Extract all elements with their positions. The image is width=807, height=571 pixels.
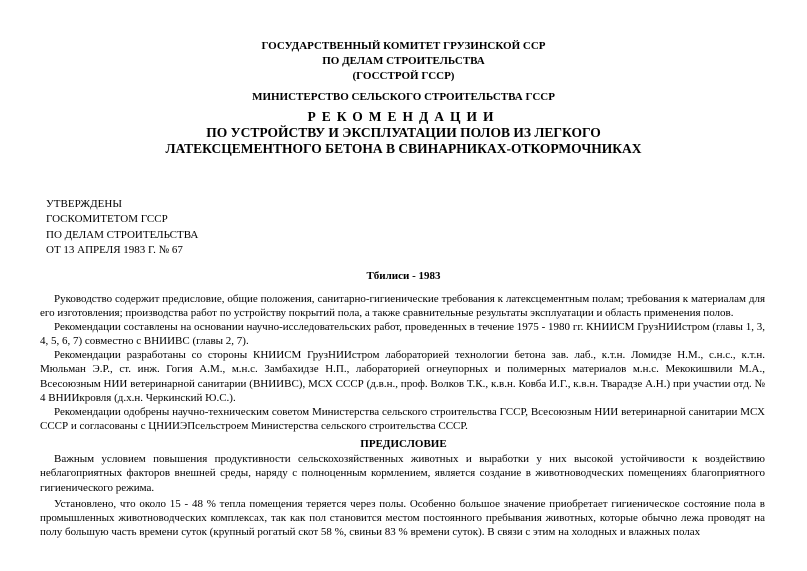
intro-paragraph: Рекомендации одобрены научно-техническим советом Министерства сельского строительства ГССР, Всесоюзным НИИ ветеринарной санитарии МСХ СССР и согласованы с ЦНИИЭПсельстроем Министерства сельского строительства СССР. [40,405,765,432]
ministry-header [0,90,807,105]
preface-heading: ПРЕДИСЛОВИЕ [360,438,447,450]
title-line-3: ЛАТЕКСЦЕМЕНТНОГО БЕТОНА В СВИНАРНИКАХ-ОТКОРМОЧНИКАХ [165,141,642,156]
preface-paragraph: Важным условием повышения продуктивности сельскохозяйственных животных и выработки у них высокой устойчивости к воздействию неблагоприятных факторов внешней среды, наряду с полноценным кормлением, является создание в животноводческих помещениях благоприятного гигиенического режима. [40,453,765,494]
committee-name-line: ГОСУДАРСТВЕННЫЙ КОМИТЕТ ГРУЗИНСКОЙ ССР [261,40,546,52]
document-title [0,109,807,157]
approval-date: ОТ 13 АПРЕЛЯ 1983 Г. № 67 [46,243,183,256]
approval-block [46,197,198,258]
committee-header [0,39,807,84]
intro-paragraph: Рекомендации составлены на основании научно-исследовательских работ, проведенных в течение 1975 - 1980 гг. КНИИСМ ГрузНИИстром (главы 1, 3, 4, 5, 6, 7) совместно с ВНИИВС (главы 2, 7). [40,321,765,348]
approval-line-3: ПО ДЕЛАМ СТРОИТЕЛЬСТВА [46,228,199,241]
approval-line-1: УТВЕРЖДЕНЫ [46,198,122,210]
preface-paragraph: Установлено, что около 15 - 48 % тепла помещения теряется через полы. Особенно большое значение приобретает гигиеническое состояние пола в промышленных животноводческих комплексах, так как пол становится местом постоянного пребывания животных, которые обычно лежа проводят на полу большую часть времени суток (крупный рогатый скот 58 %, свиньи 83 % времени суток). В связи с этим на холодных и влажных полах [40,497,765,539]
city-year: Тбилиси - 1983 [366,270,441,282]
committee-abbreviation: (ГОССТРОЙ ГССР) [352,70,455,82]
intro-paragraph: Рекомендации разработаны со стороны КНИИСМ ГрузНИИстром лабораторией технологии бетона зав. лаб., к.т.н. Ломидзе Н.М., с.н.с., к.т.н. Мюльман Э.Р., ст. инж. Гогия А.М., м.н.с. Замбахидзе Н.П., лабораторией огнеупорных и полимерных материалов м.н.с. Мекокишвили М.А., Всесоюзным НИИ ветеринарной санитарии (ВНИИВС), МСХ СССР (д.в.н., проф. Волков Т.К., к.в.н. Ковба И.Г., к.в.н. Тварадзе А.Н.) при участии отд. № 4 ВНИИкровля (д.х.н. Черкинский Ю.С.). [40,349,765,404]
committee-subtitle-line: ПО ДЕЛАМ СТРОИТЕЛЬСТВА [322,55,485,67]
intro-section [40,292,765,433]
approval-line-2: ГОСКОМИТЕТОМ ГССР [46,213,168,226]
title-line-2: ПО УСТРОЙСТВУ И ЭКСПЛУАТАЦИИ ПОЛОВ ИЗ ЛЕГКОГО [206,125,601,140]
intro-paragraph: Руководство содержит предисловие, общие положения, санитарно-гигиенические требования к латексцементным полам; требования к материалам для его изготовления; производства работ по устройству покрытий пола, а также сравнительные результаты эксплуатации и область применения полов. [40,293,765,320]
preface-body [40,452,765,540]
title-main: РЕКОМЕНДАЦИИ [307,109,500,124]
ministry-name: МИНИСТЕРСТВО СЕЛЬСКОГО СТРОИТЕЛЬСТВА ГССР [252,91,555,103]
